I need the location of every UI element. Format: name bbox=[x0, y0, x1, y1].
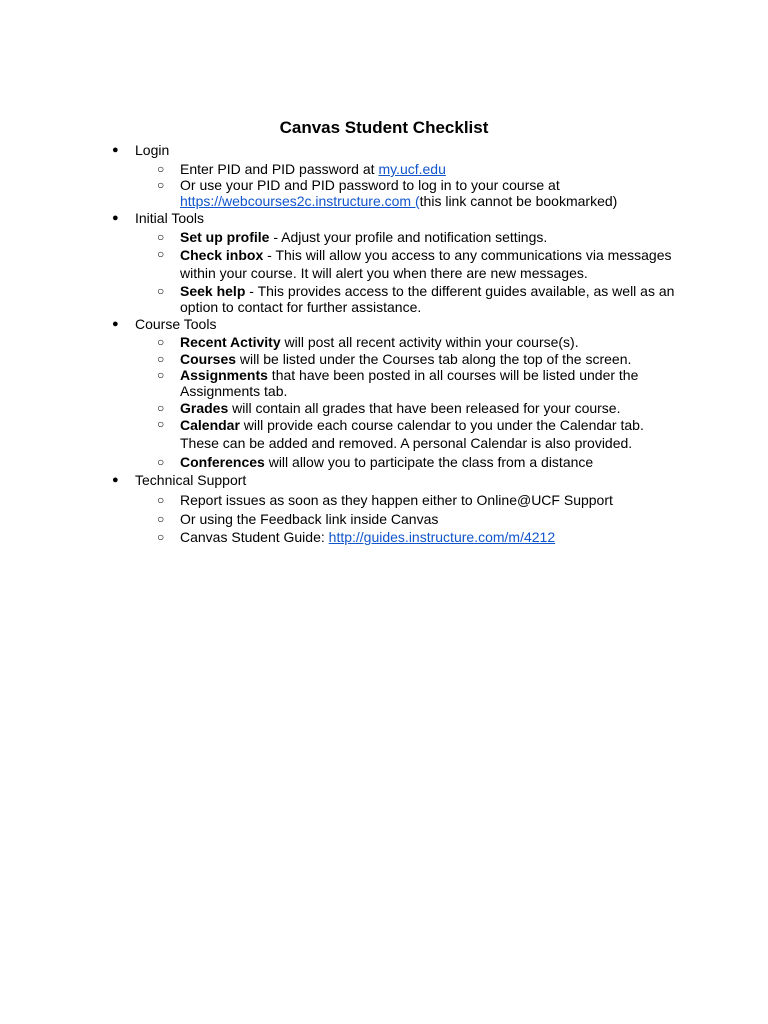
list-item-login-2 bbox=[180, 177, 680, 209]
sub-bullet-icon: ○ bbox=[157, 162, 165, 176]
sub-bullet-icon: ○ bbox=[157, 247, 165, 261]
item-text: will post all recent activity within your course(s). bbox=[280, 334, 579, 350]
list-item-login-1 bbox=[180, 161, 680, 177]
list-item-initial-1 bbox=[180, 229, 680, 245]
item-text: within your course. It will alert you when there are new messages. bbox=[180, 265, 588, 281]
list-item-course-3 bbox=[180, 367, 680, 399]
item-term: Courses bbox=[180, 351, 237, 367]
sub-bullet-icon: ○ bbox=[157, 284, 165, 298]
item-text: - This provides access to the different guides available, as well as an bbox=[245, 283, 675, 299]
list-item-support-2 bbox=[180, 511, 680, 527]
sub-bullet-icon: ○ bbox=[157, 530, 165, 544]
item-term: Conferences bbox=[180, 454, 265, 470]
item-text: Or using the Feedback link inside Canvas bbox=[180, 511, 439, 527]
list-item-course-1 bbox=[180, 334, 680, 350]
item-text: will allow you to participate the class from a distance bbox=[264, 454, 594, 470]
list-item-support-1 bbox=[180, 492, 680, 508]
sub-bullet-icon: ○ bbox=[157, 455, 165, 469]
section-technical-support-label: Technical Support bbox=[135, 472, 247, 488]
section-course-tools-label: Course Tools bbox=[135, 316, 217, 332]
item-text: that have been posted in all courses will be listed under the bbox=[267, 367, 639, 383]
item-text: will contain all grades that have been released for your course. bbox=[228, 400, 621, 416]
item-text: - Adjust your profile and notification settings. bbox=[269, 229, 548, 245]
list-item-course-6 bbox=[180, 454, 680, 470]
bullet-icon: ● bbox=[112, 144, 119, 156]
page-title: Canvas Student Checklist bbox=[279, 118, 489, 137]
item-text: will be listed under the Courses tab along the top of the screen. bbox=[236, 351, 632, 367]
list-item-support-3 bbox=[180, 529, 680, 545]
item-term: Assignments bbox=[180, 367, 268, 383]
sub-bullet-icon: ○ bbox=[157, 352, 165, 366]
ucf-link[interactable]: my.ucf.edu bbox=[378, 161, 446, 177]
sub-bullet-icon: ○ bbox=[157, 368, 165, 382]
sub-bullet-icon: ○ bbox=[157, 401, 165, 415]
item-text: Canvas Student Guide: bbox=[180, 529, 329, 545]
list-item-course-5 bbox=[180, 416, 680, 452]
sub-bullet-icon: ○ bbox=[157, 493, 165, 507]
item-text: - This will allow you access to any communications via messages bbox=[263, 247, 672, 263]
canvas-guide-link[interactable]: http://guides.instructure.com/m/4212 bbox=[328, 529, 556, 545]
item-text: These can be added and removed. A personal Calendar is also provided. bbox=[180, 435, 633, 451]
item-term: Check inbox bbox=[180, 247, 264, 263]
item-text: Assignments tab. bbox=[180, 383, 288, 399]
item-term: Calendar bbox=[180, 417, 240, 433]
section-login-label: Login bbox=[135, 142, 170, 158]
item-term: Seek help bbox=[180, 283, 246, 299]
item-text: option to contact for further assistance. bbox=[180, 299, 422, 315]
section-initial-tools-label: Initial Tools bbox=[135, 210, 205, 226]
item-term: Grades bbox=[180, 400, 229, 416]
sub-bullet-icon: ○ bbox=[157, 335, 165, 349]
item-term: Set up profile bbox=[180, 229, 270, 245]
item-text: this link cannot be bookmarked) bbox=[419, 193, 618, 209]
item-term: Recent Activity bbox=[180, 334, 281, 350]
bullet-icon: ● bbox=[112, 212, 119, 224]
bullet-icon: ● bbox=[112, 474, 119, 486]
item-text: Enter PID and PID password at bbox=[180, 161, 379, 177]
sub-bullet-icon: ○ bbox=[157, 512, 165, 526]
list-item-course-2 bbox=[180, 351, 680, 367]
item-text: Report issues as soon as they happen either to Online@UCF Support bbox=[180, 492, 613, 508]
sub-bullet-icon: ○ bbox=[157, 178, 165, 192]
list-item-initial-2 bbox=[180, 246, 680, 282]
sub-bullet-icon: ○ bbox=[157, 230, 165, 244]
item-text: Or use your PID and PID password to log in to your course at bbox=[180, 177, 560, 193]
sub-bullet-icon: ○ bbox=[157, 417, 165, 431]
list-item-course-4 bbox=[180, 400, 680, 416]
list-item-initial-3 bbox=[180, 283, 680, 315]
webcourses-link[interactable]: https://webcourses2c.instructure.com ( bbox=[180, 193, 420, 209]
item-text: will provide each course calendar to you under the Calendar tab. bbox=[239, 417, 644, 433]
bullet-icon: ● bbox=[112, 318, 119, 330]
